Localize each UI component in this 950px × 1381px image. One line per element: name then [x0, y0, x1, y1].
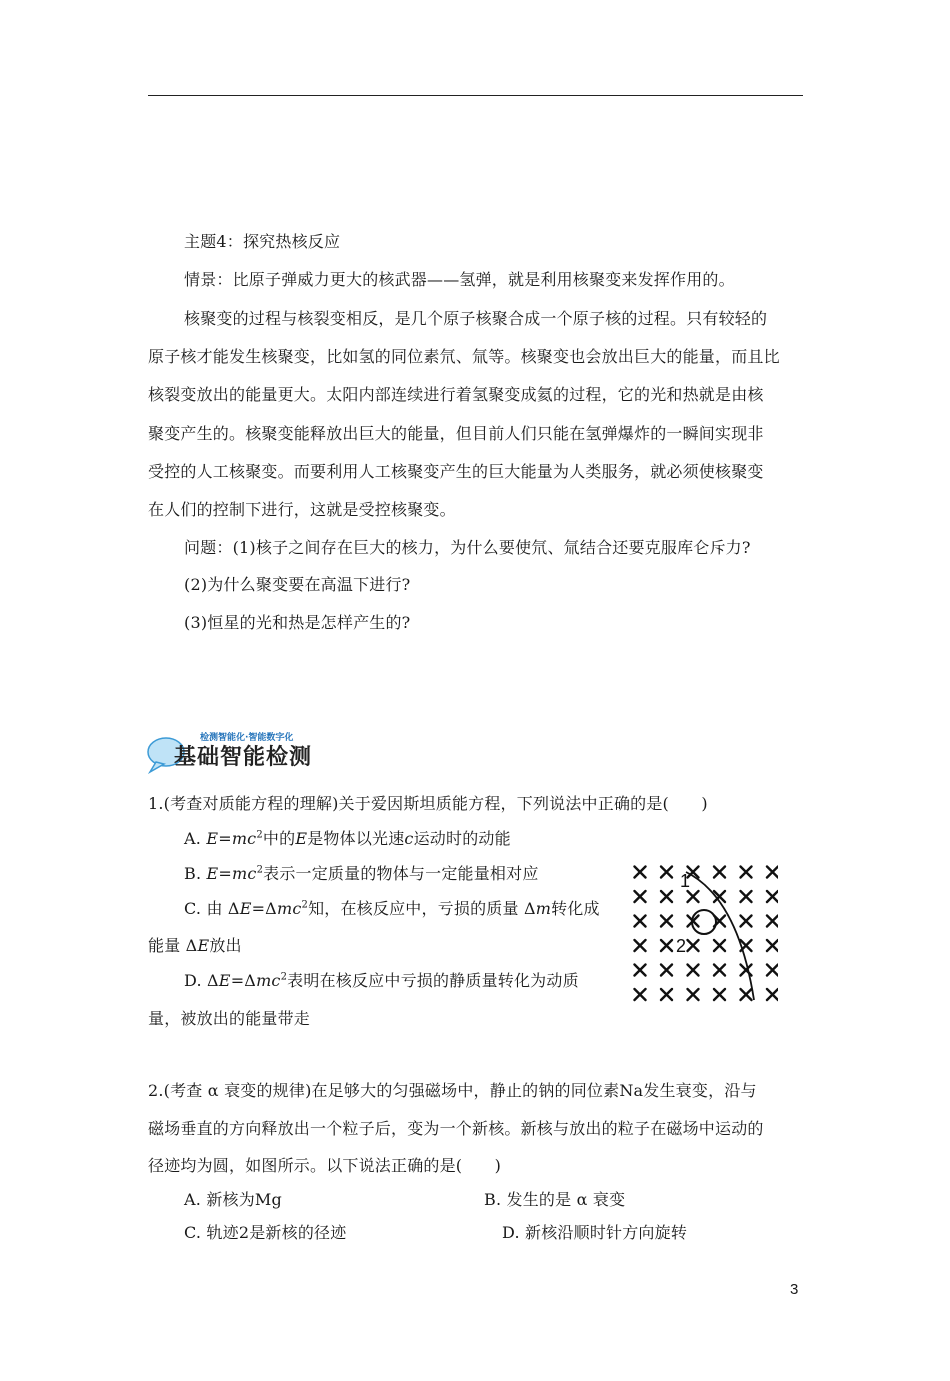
topic-title: 主题4：探究热核反应	[184, 232, 341, 251]
field-cross	[661, 891, 672, 902]
field-cross	[767, 989, 778, 1000]
field-cross	[635, 989, 646, 1000]
q2-option-c: C. 轨迹2是新核的径迹	[184, 1223, 347, 1242]
field-cross	[741, 916, 752, 927]
field-cross	[661, 940, 672, 951]
paragraph-line-4: 聚变产生的。核聚变能释放出巨大的能量，但目前人们只能在氢弹爆炸的一瞬间实现非	[148, 424, 764, 443]
topic-scenario: 情景：比原子弹威力更大的核武器——氢弹，就是利用核聚变来发挥作用的。	[184, 270, 735, 289]
track-label-1: 1	[680, 871, 691, 891]
q2-stem-line-3: 径迹均为圆，如图所示。以下说法正确的是( )	[148, 1156, 502, 1175]
field-cross	[767, 891, 778, 902]
q2-stem-line-1: 2.(考查 α 衰变的规律)在足够大的匀强磁场中，静止的钠的同位素Na发生衰变，沿与	[148, 1081, 757, 1100]
q1-option-c-cont: 能量 ΔE放出	[148, 936, 242, 955]
track-large	[686, 872, 754, 1000]
page-number: 3	[790, 1281, 799, 1298]
field-cross	[661, 989, 672, 1000]
field-cross	[714, 989, 725, 1000]
q1-option-d-cont: 量，被放出的能量带走	[148, 1009, 311, 1028]
field-cross	[741, 989, 752, 1000]
field-cross	[688, 989, 699, 1000]
field-cross	[635, 867, 646, 878]
q1-option-d: D. ΔE=Δmc$^2$表明在核反应中亏损的静质量转化为动质	[184, 971, 579, 990]
field-cross	[714, 940, 725, 951]
q2-option-b: B. 发生的是 α 衰变	[484, 1190, 626, 1209]
paragraph-line-2: 原子核才能发生核聚变，比如氢的同位素氘、氚等。核聚变也会放出巨大的能量，而且比	[148, 347, 780, 366]
section-banner	[146, 728, 336, 774]
header-rule	[148, 95, 803, 96]
field-cross	[714, 965, 725, 976]
field-cross	[741, 891, 752, 902]
q1-option-c: C. 由 ΔE=Δmc$^2$知，在核反应中，亏损的质量 Δm转化成	[184, 899, 600, 918]
field-cross	[661, 965, 672, 976]
field-cross	[635, 891, 646, 902]
field-cross	[688, 965, 699, 976]
question-1: 问题：(1)核子之间存在巨大的核力，为什么要使氘、氚结合还要克服库仑斥力?	[184, 538, 751, 557]
paragraph-line-5: 受控的人工核聚变。而要利用人工核聚变产生的巨大能量为人类服务，就必须使核聚变	[148, 462, 764, 481]
field-cross	[714, 867, 725, 878]
field-cross	[661, 867, 672, 878]
paragraph-line-6: 在人们的控制下进行，这就是受控核聚变。	[148, 500, 456, 519]
track-label-2: 2	[676, 936, 687, 956]
q1-option-b: B. $E=mc^2$表示一定质量的物体与一定能量相对应	[184, 864, 539, 883]
question-3: (3)恒星的光和热是怎样产生的?	[184, 613, 411, 632]
paragraph-line-1: 核聚变的过程与核裂变相反，是几个原子核聚合成一个原子核的过程。只有较轻的	[184, 309, 768, 328]
field-cross	[741, 867, 752, 878]
question-2: (2)为什么聚变要在高温下进行?	[184, 575, 411, 594]
field-cross	[767, 940, 778, 951]
magnetic-field-figure	[628, 858, 778, 1008]
field-cross	[767, 867, 778, 878]
field-cross	[688, 940, 699, 951]
field-cross	[767, 965, 778, 976]
field-cross	[661, 916, 672, 927]
q2-stem-line-2: 磁场垂直的方向释放出一个粒子后，变为一个新核。新核与放出的粒子在磁场中运动的	[148, 1119, 764, 1138]
banner-subtitle: 检测智能化·智能数字化	[200, 733, 294, 743]
field-cross	[635, 916, 646, 927]
field-cross	[688, 891, 699, 902]
field-cross	[767, 916, 778, 927]
field-cross	[635, 965, 646, 976]
q2-option-a: A. 新核为Mg	[184, 1190, 282, 1209]
q2-option-d: D. 新核沿顺时针方向旋转	[502, 1223, 688, 1242]
q1-stem: 1.(考查对质能方程的理解)关于爱因斯坦质能方程，下列说法中正确的是( )	[148, 794, 708, 813]
paragraph-line-3: 核裂变放出的能量更大。太阳内部连续进行着氢聚变成氦的过程，它的光和热就是由核	[148, 385, 764, 404]
field-cross	[635, 940, 646, 951]
q1-option-a: A. $E=mc^2$中的E是物体以光速c运动时的动能	[184, 829, 511, 848]
banner-title: 基础智能检测	[174, 745, 313, 770]
